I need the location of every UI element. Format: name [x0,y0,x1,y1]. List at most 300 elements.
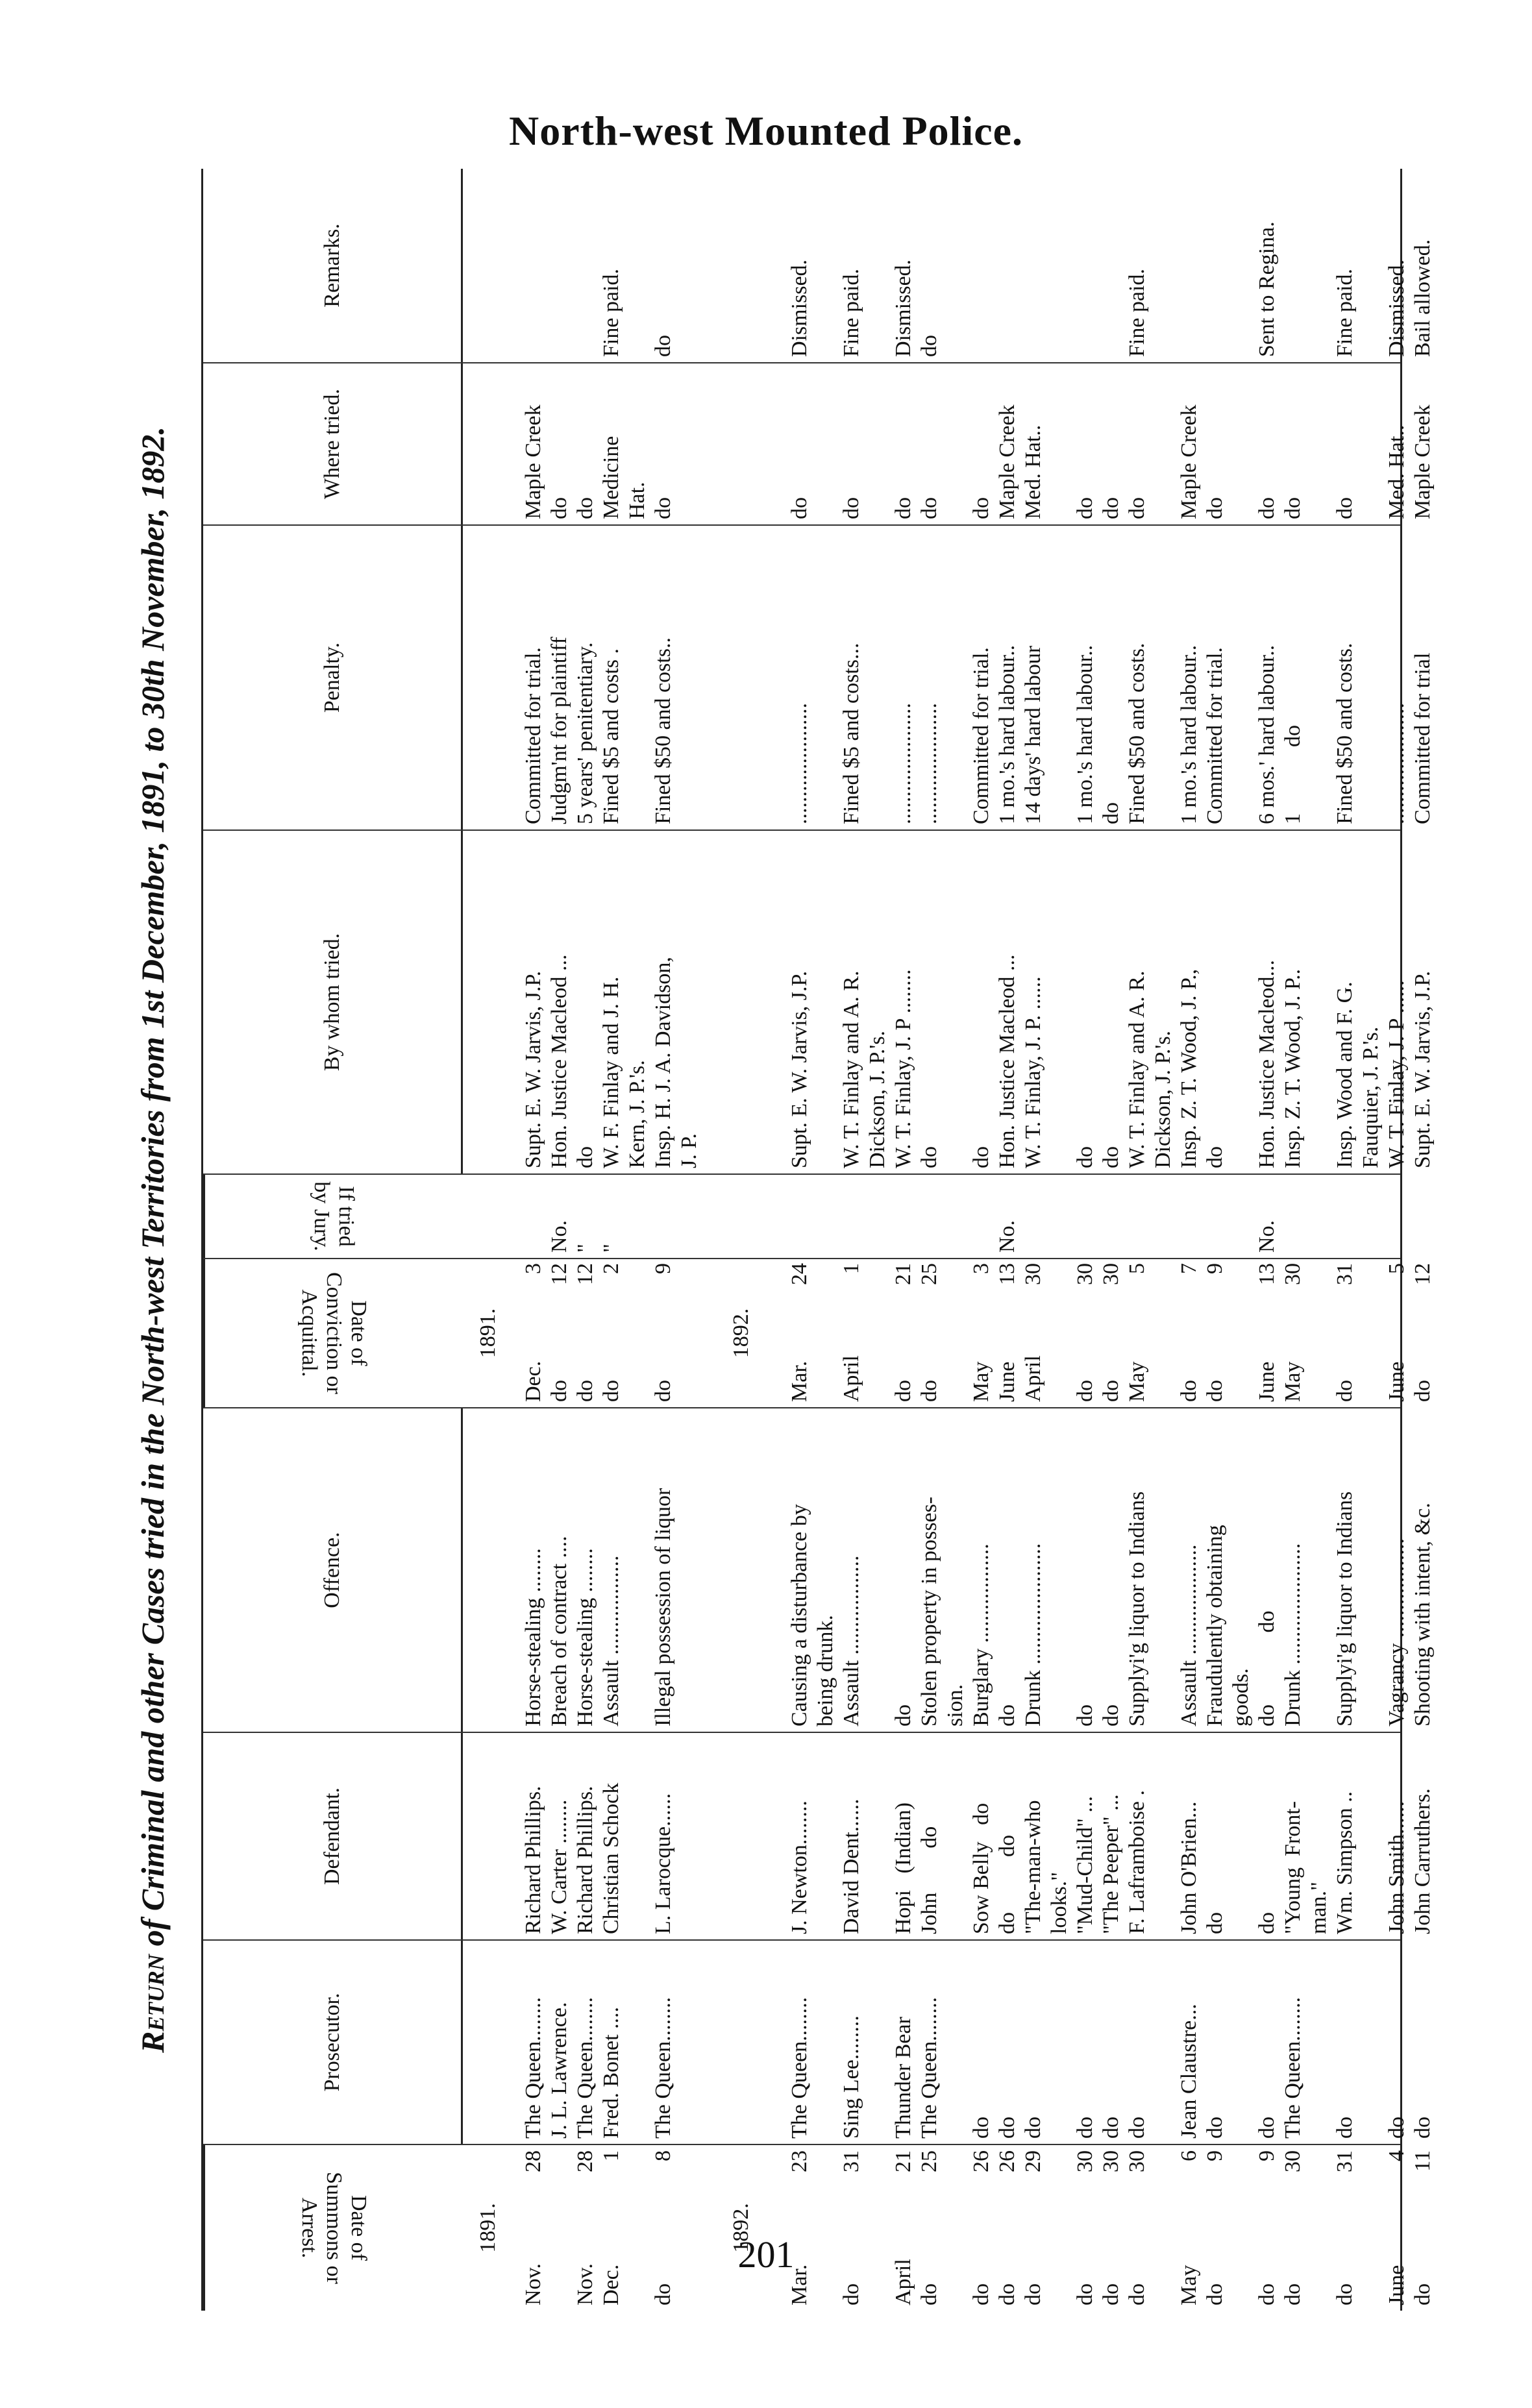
table-cell-cd: 9 [1203,1263,1227,1274]
table-cell-cm: June [1385,1361,1409,1402]
table-cell-am: do [1333,2283,1357,2305]
table-cell-cm: do [1073,1380,1097,1402]
table-cell-pen: ...................... [891,703,915,824]
table-cell-def [865,1732,891,1939]
table-cell-jury [1177,1173,1203,1258]
table-cell-cd: 5 [1385,1263,1409,1274]
table-cell-pros: do [1073,2117,1097,2139]
table-cell-where: Maple Creek [1411,404,1435,519]
table-cell-rem: Bail allowed. [1411,239,1435,357]
table-cell-rem: Fine paid. [1125,269,1149,357]
table-cell-cm: April [1021,1355,1045,1402]
table-cell-where: do [1073,497,1097,519]
table-cell-off [1307,1407,1333,1732]
table-cell-rem [1359,167,1385,362]
table-cell-jury [1151,1173,1177,1258]
table-cell-off: Supplyi'g liquor to Indians [1125,1491,1149,1726]
column-header-offence: Offence. [203,1408,463,1732]
table-cell-pen [1229,524,1255,829]
table-cell-rem [995,167,1021,362]
table-cell-off: do [1099,1704,1123,1726]
table-cell-pros: do [1385,2117,1409,2139]
table-cell-rem [1073,167,1099,362]
table-cell-by: Insp. Wood and F. G. [1333,981,1357,1168]
table-cell-ad: 28 [521,2150,545,2172]
table-cell-by: W. F. Finlay and J. H. [599,976,623,1168]
column-header-jury: If tried by Jury. [203,1175,463,1258]
column-header-where: Where tried. [203,363,463,524]
table-cell-am: do [839,2283,863,2305]
table-cell-off [865,1407,891,1732]
table-cell-def: Hopi (Indian) [891,1802,915,1934]
table-cell-pen: Fined $50 and costs. [1125,643,1149,824]
table-cell-rem [813,167,839,362]
table-cell-jury [1385,1173,1411,1258]
table-cell-pen [677,524,703,829]
table-cell-pen: Judgm'nt for plaintiff [547,637,571,824]
table-cell-pen: do [1099,802,1123,824]
table-cell-cm: April [839,1355,863,1402]
table-cell-where [1359,362,1385,524]
table-cell-where: Hat. [625,482,649,519]
table-cell-jury [1411,1173,1437,1258]
table-cell-jury [521,1173,547,1258]
table-cell-cm: do [547,1380,571,1402]
table-cell-ad: 23 [787,2150,811,2172]
table-cell-ad: 29 [1021,2150,1045,2172]
table-cell-pen [625,524,651,829]
table-cell-by: Supt. E. W. Jarvis, J.P. [1411,970,1435,1168]
table-cell-cm: May [1125,1361,1149,1402]
table-cell-def: do [1255,1912,1279,1934]
table-cell-where [943,362,969,524]
table-cell-off [625,1407,651,1732]
cases-table [201,169,1435,2311]
column-offence [203,1408,1435,1733]
table-cell-cd: 25 [917,1263,941,1285]
table-cell-jury [1307,1173,1333,1258]
table-cell-where: Maple Creek [521,404,545,519]
table-cell-pen [943,524,969,829]
table-cell-ad: 21 [891,2150,915,2172]
table-cell-pen [865,524,891,829]
table-cell-off [1359,1407,1385,1732]
table-cell-ad [865,2145,891,2233]
table-cell-by: W. T. Finlay and A. R. [839,970,863,1168]
column-where [203,363,1435,526]
table-cell-cm: do [917,1380,941,1402]
table-cell-ad: 6 [1177,2150,1201,2161]
table-cell-pen: ...................... [1385,703,1409,824]
table-cell-jury: " [573,1244,597,1253]
table-cell-jury [917,1173,943,1258]
table-cell-cm: Dec. [521,1360,545,1402]
table-cell-pros: do [1255,2117,1279,2139]
table-cell-ad: 9 [1203,2150,1227,2161]
table-cell-ad: 30 [1073,2150,1097,2172]
table-cell-pen: 1 mo.'s hard labour.. [1073,645,1097,824]
column-defendant [203,1733,1435,1941]
table-cell-ad: 1 [599,2150,623,2161]
table-cell-ad: 26 [995,2150,1019,2172]
page-number: 201 [737,2233,795,2276]
table-cell-cd: 1 [839,1263,863,1274]
table-cell-pen [813,524,839,829]
table-cell-off: Horse-stealing ........ [573,1548,597,1726]
table-cell-where: do [891,497,915,519]
table-cell-rem: do [651,335,675,357]
table-cell-jury [1021,1173,1047,1258]
table-cell-rem: Sent to Regina. [1255,221,1279,357]
table-title-rest: of Criminal and other Cases tried in the North-west Territories from 1st December, 1891, to 30th November, 1892. [134,426,171,1954]
table-cell-pros: The Queen........ [651,1996,675,2139]
table-cell-cm: Mar. [787,1360,811,1402]
column-arrest [203,2145,1435,2311]
table-cell-cd: 12 [547,1263,571,1285]
table-cell-am: do [1281,2283,1305,2305]
table-cell-rem: Dismissed. [1385,259,1409,357]
table-cell-off: Burglary .................. [969,1543,993,1726]
table-cell-pros [1307,1939,1333,2144]
table-cell-pros: do [995,2117,1019,2139]
table-cell-off: do [891,1704,915,1726]
table-cell-ad [1047,2145,1073,2233]
table-cell-pros [1151,1939,1177,2144]
table-cell-cd [625,1258,651,1336]
table-cell-ad [1151,2145,1177,2233]
table-cell-pros [1229,1939,1255,2144]
table-cell-pros: do [1021,2117,1045,2139]
table-cell-def: John Smith...... [1385,1801,1409,1934]
table-cell-pros: do [969,2117,993,2139]
table-cell-rem [1229,167,1255,362]
column-header-penalty: Penalty. [203,526,463,829]
table-cell-cm: do [891,1380,915,1402]
year-label: 1891. [476,1308,500,1358]
table-cell-ad [813,2145,839,2233]
table-cell-cm [813,1336,839,1407]
table-cell-cm [1229,1336,1255,1407]
table-cell-def: "Young Front- [1281,1800,1305,1934]
table-cell-def: man." [1307,1882,1331,1934]
table-cell-ad: 31 [1333,2150,1357,2172]
table-cell-ad: 9 [1255,2150,1279,2161]
table-cell-jury [1229,1173,1255,1258]
table-cell-cd: 12 [573,1263,597,1285]
column-remarks [203,169,1435,363]
table-cell-by: W. T. Finlay, J. P. ...... [1021,976,1045,1168]
table-cell-jury [1203,1173,1229,1258]
table-cell-cm [943,1336,969,1407]
table-cell-cm: June [995,1361,1019,1402]
table-cell-pen [1359,524,1385,829]
table-cell-ad: 8 [651,2150,675,2161]
table-cell-cd: 30 [1073,1263,1097,1285]
column-conviction [203,1259,1435,1408]
column-by_whom [203,831,1435,1175]
table-cell-am: do [1021,2283,1045,2305]
table-cell-by [1307,829,1333,1173]
table-cell-by: Dickson, J. P.'s. [865,1030,889,1168]
table-cell-rem [943,167,969,362]
table-cell-where: do [573,497,597,519]
table-cell-by [943,829,969,1173]
table-cell-pen: Fined $50 and costs.. [651,637,675,824]
table-cell-pen: Committed for trial. [1203,647,1227,824]
table-cell-where [865,362,891,524]
table-cell-off: do [1073,1704,1097,1726]
table-cell-cd [1307,1258,1333,1336]
column-header-prosecutor: Prosecutor. [203,1941,463,2144]
table-cell-pros [677,1939,703,2144]
table-cell-jury [1125,1173,1151,1258]
table-cell-def [1229,1732,1255,1939]
column-penalty [203,526,1435,831]
table-cell-am: do [1411,2283,1435,2305]
table-cell-cd [1151,1258,1177,1336]
table-cell-pen: 1 mo.'s hard labour.. [1177,645,1201,824]
table-cell-rem [1099,167,1125,362]
table-cell-by: Supt. E. W. Jarvis, J.P. [521,970,545,1168]
table-cell-by: do [1073,1146,1097,1168]
table-cell-by: do [1099,1146,1123,1168]
table-cell-cd: 30 [1099,1263,1123,1285]
column-header-by_whom: By whom tried. [203,831,463,1173]
table-cell-where: do [1333,497,1357,519]
table-cell-jury [651,1173,677,1258]
table-cell-off: Drunk ...................... [1021,1543,1045,1726]
table-cell-rem: Fine paid. [599,269,623,357]
table-cell-off: Fraudulently obtaining [1203,1525,1227,1726]
table-cell-cd: 7 [1177,1263,1201,1274]
table-cell-off: Assault .................. [839,1555,863,1726]
page-title: North-west Mounted Police. [508,108,1024,154]
column-prosecutor [203,1941,1435,2145]
rotated-table-region [117,169,1435,2311]
table-cell-off [1151,1407,1177,1732]
table-cell-off: being drunk. [813,1615,837,1726]
table-cell-pen [1151,524,1177,829]
table-cell-off: Assault .................. [599,1555,623,1726]
table-cell-cd: 30 [1021,1263,1045,1285]
table-cell-def: Richard Phillips. [521,1786,545,1934]
table-cell-rem [1281,167,1307,362]
table-cell-off [677,1407,703,1732]
table-cell-off: do [995,1704,1019,1726]
table-cell-am: do [969,2283,993,2305]
table-cell-cd: 9 [651,1263,675,1274]
table-cell-ad: 30 [1281,2150,1305,2172]
table-cell-by [1229,829,1255,1173]
table-cell-def: "Mud-Child" ... [1073,1796,1097,1934]
table-cell-where: do [1203,497,1227,519]
table-cell-pros: Fred. Bonet .... [599,2006,623,2139]
table-cell-am: Dec. [599,2264,623,2305]
table-cell-def [1359,1732,1385,1939]
column-header-remarks: Remarks. [203,169,463,362]
table-cell-off: Supplyi'g liquor to Indians [1333,1491,1357,1726]
table-cell-cd: 13 [1255,1263,1279,1285]
table-cell-cm [1359,1336,1385,1407]
table-cell-jury [813,1173,839,1258]
table-cell-def [813,1732,839,1939]
table-cell-where: do [787,497,811,519]
table-cell-def: L. Larocque...... [651,1793,675,1934]
table-cell-cd [1047,1258,1073,1336]
table-cell-ad [1307,2145,1333,2233]
table-cell-pros: J. L. Lawrence. [547,2002,571,2139]
table-cell-jury [1281,1173,1307,1258]
table-cell-pen: Fined $5 and costs... [839,643,863,824]
table-cell-def: do do [995,1835,1019,1934]
table-cell-jury [1047,1173,1073,1258]
table-cell-cm: May [1281,1361,1305,1402]
table-cell-cd: 21 [891,1263,915,1285]
table-cell-cm: do [651,1380,675,1402]
table-cell-by: W. T. Finlay, J. P ........ [891,969,915,1168]
table-cell-am: Nov. [573,2263,597,2305]
table-cell-by [1047,829,1073,1173]
table-cell-pros: do [1203,2117,1227,2139]
table-cell-off: Horse-stealing ........ [521,1548,545,1726]
table-cell-ad: 25 [917,2150,941,2172]
table-cell-pros: The Queen........ [521,1996,545,2139]
table-cell-am: do [1255,2283,1279,2305]
table-cell-rem [1151,167,1177,362]
table-cell-rem: Fine paid. [839,269,863,357]
table-cell-pros: Jean Claustre... [1177,2004,1201,2139]
year-label: 1892. [729,2203,753,2253]
table-cell-by: Supt. E. W. Jarvis, J.P. [787,970,811,1168]
table-cell-off: do do [1255,1610,1279,1726]
table-cell-where [813,362,839,524]
table-cell-off: goods. [1229,1668,1253,1726]
table-cell-cm: do [1099,1380,1123,1402]
year-label: 1892. [729,1308,753,1358]
table-cell-def [1151,1732,1177,1939]
table-cell-jury [1073,1173,1099,1258]
table-cell-am: do [651,2283,675,2305]
table-cell-jury [787,1173,813,1258]
table-cell-rem: Dismissed. [787,259,811,357]
table-cell-cd: 2 [599,1263,623,1274]
table-cell-ad: 11 [1411,2150,1435,2172]
table-cell-by [813,829,839,1173]
table-cell-off: Shooting with intent, &c. [1411,1503,1435,1726]
table-cell-def: "The-man-who [1021,1800,1045,1934]
table-cell-jury: No. [1255,1220,1279,1253]
table-cell-where: do [969,497,993,519]
table-cell-jury [677,1173,703,1258]
table-cell-jury: No. [995,1220,1019,1253]
table-cell-pros: The Queen........ [1281,1996,1305,2139]
table-cell-where: do [1099,497,1123,519]
table-cell-def: Christian Schock [599,1782,623,1934]
table-cell-by: Dickson, J. P.'s. [1151,1030,1175,1168]
table-cell-pros [813,1939,839,2144]
table-cell-pen: Committed for trial. [969,647,993,824]
table-cell-pros [865,1939,891,2144]
table-cell-cm [677,1336,703,1407]
table-cell-rem [1203,167,1229,362]
table-cell-cm: June [1255,1361,1279,1402]
table-cell-by: Hon. Justice Macleod... [1255,959,1279,1168]
table-cell-pros [1359,1939,1385,2144]
table-cell-pen: 14 days' hard labour [1021,645,1045,824]
table-cell-pen: ...................... [787,703,811,824]
table-cell-def: Richard Phillips. [573,1786,597,1934]
table-cell-by: Hon. Justice Macleod ... [547,954,571,1168]
table-cell-rem [1177,167,1203,362]
table-cell-where: Med. Hat.. [1385,424,1409,519]
table-cell-where [1047,362,1073,524]
table-cell-am: Nov. [521,2263,545,2305]
table-cell-pen: Committed for trial [1411,652,1435,824]
table-cell-cd: 3 [521,1263,545,1274]
table-cell-def: David Dent...... [839,1799,863,1934]
table-cell-pros [1047,1939,1073,2144]
table-cell-def: looks." [1047,1871,1071,1934]
table-cell-where: Maple Creek [1177,404,1201,519]
table-cell-by: do [969,1146,993,1168]
table-cell-cm: do [1203,1380,1227,1402]
table-cell-ad: 31 [839,2150,863,2172]
table-cell-ad [677,2145,703,2233]
table-cell-jury [625,1173,651,1258]
table-cell-cd: 12 [1411,1263,1435,1285]
table-cell-rem [969,167,995,362]
table-cell-rem [547,167,573,362]
table-cell-rem [677,167,703,362]
table-cell-def [677,1732,703,1939]
table-cell-off: sion. [943,1684,967,1726]
table-cell-off: Vagrancy .................. [1385,1538,1409,1726]
table-cell-def: "The Peeper" ... [1099,1794,1123,1934]
table-cell-cd: 3 [969,1263,993,1274]
table-cell-am: do [1125,2283,1149,2305]
table-cell-am: April [891,2259,915,2305]
table-cell-am: do [995,2283,1019,2305]
table-cell-cm [1151,1336,1177,1407]
table-cell-ad [943,2145,969,2233]
column-header-conviction: Date of Conviction or Acquittal. [203,1259,463,1407]
table-cell-pen: 1 do [1281,725,1305,824]
table-cell-pros: The Queen........ [573,1996,597,2139]
table-cell-am: do [917,2283,941,2305]
table-cell-pros: do [1411,2117,1435,2139]
table-cell-jury [891,1173,917,1258]
table-cell-off: Illegal possession of liquor [651,1488,675,1726]
table-cell-ad [1359,2145,1385,2233]
table-cell-rem: Fine paid. [1333,269,1357,357]
table-cell-off: Causing a disturbance by [787,1504,811,1726]
table-cell-pros [943,1939,969,2144]
table-cell-where: do [1125,497,1149,519]
table-cell-am: Mar. [787,2264,811,2305]
table-cell-pros: do [1333,2117,1357,2139]
table-cell-by: do [573,1146,597,1168]
table-cell-by: Fauquier, J. P.'s. [1359,1026,1383,1168]
table-cell-rem [573,167,599,362]
table-cell-where [1307,362,1333,524]
column-header-defendant: Defendant. [203,1733,463,1939]
table-cell-jury [969,1173,995,1258]
table-cell-jury: No. [547,1220,571,1253]
table-cell-rem: Dismissed. [891,259,915,357]
table-title-caps: Return [134,1954,171,2053]
table-cell-cm [1047,1336,1073,1407]
table-cell-where: do [1255,497,1279,519]
